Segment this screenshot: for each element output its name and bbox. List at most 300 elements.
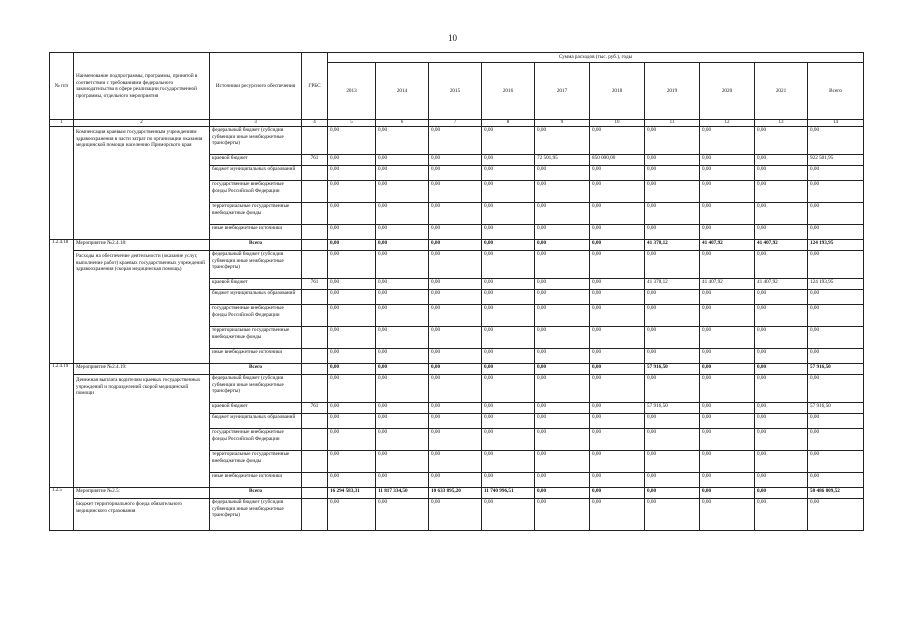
value-cell: 0,00 <box>482 279 535 290</box>
source-cell: краевой бюджет <box>210 403 302 414</box>
source-cell: государственные внебюджетные фонды Российской Федерации <box>210 429 302 451</box>
total-value: 124 193,95 <box>808 240 864 251</box>
header-year: 2016 <box>482 63 535 120</box>
value-cell: 0,00 <box>590 251 645 279</box>
value-cell: 0,00 <box>755 429 808 451</box>
value-cell: 0,00 <box>645 375 700 403</box>
grbs-cell <box>302 127 328 155</box>
header-year: 2017 <box>535 63 590 120</box>
grbs-cell <box>302 499 328 531</box>
grbs-cell <box>302 375 328 403</box>
grbs-cell <box>302 251 328 279</box>
value-cell: 0,00 <box>755 166 808 181</box>
column-number: 4 <box>302 120 328 127</box>
grbs-cell <box>302 225 328 240</box>
value-cell: 0,00 <box>808 166 864 181</box>
column-number: 13 <box>755 120 808 127</box>
value-cell: 0,00 <box>755 451 808 473</box>
value-cell: 0,00 <box>328 251 376 279</box>
value-cell: 0,00 <box>328 279 376 290</box>
value-cell: 0,00 <box>645 251 700 279</box>
value-cell: 0,00 <box>590 375 645 403</box>
value-cell: 0,00 <box>429 473 482 488</box>
value-cell: 0,00 <box>429 203 482 225</box>
value-cell: 0,00 <box>482 403 535 414</box>
value-cell: 0,00 <box>808 225 864 240</box>
total-label: Всего <box>210 488 302 499</box>
value-cell: 0,00 <box>328 305 376 327</box>
value-cell: 0,00 <box>535 473 590 488</box>
value-cell: 0,00 <box>590 414 645 429</box>
value-cell: 0,00 <box>328 155 376 166</box>
value-cell: 0,00 <box>590 290 645 305</box>
value-cell: 0,00 <box>482 499 535 531</box>
value-cell: 0,00 <box>700 251 755 279</box>
value-cell: 0,00 <box>328 166 376 181</box>
value-cell: 0,00 <box>328 473 376 488</box>
column-number: 8 <box>482 120 535 127</box>
value-cell: 0,00 <box>429 451 482 473</box>
value-cell: 0,00 <box>755 305 808 327</box>
value-cell: 0,00 <box>429 403 482 414</box>
value-cell: 0,00 <box>808 327 864 349</box>
value-cell: 0,00 <box>700 451 755 473</box>
grbs-cell <box>302 488 328 499</box>
total-label: Всего <box>210 364 302 375</box>
total-value: 0,00 <box>590 364 645 375</box>
value-cell: 0,00 <box>755 403 808 414</box>
value-cell: 0,00 <box>755 127 808 155</box>
value-cell: 0,00 <box>535 127 590 155</box>
header-year: Всего <box>808 63 864 120</box>
value-cell: 0,00 <box>590 451 645 473</box>
value-cell: 0,00 <box>535 403 590 414</box>
item-code: 1.2.5 <box>50 488 74 531</box>
header-col-source: Источники ресурсного обеспечения <box>210 53 302 120</box>
value-cell: 0,00 <box>700 203 755 225</box>
item-title: Компенсация краевым государственным учреждениям здравоохранения в части затрат по организации оказания медицинской помощи населению Приморского края <box>74 127 210 240</box>
value-cell: 0,00 <box>700 499 755 531</box>
value-cell: 0,00 <box>482 225 535 240</box>
value-cell: 0,00 <box>808 251 864 279</box>
table-row <box>50 127 864 155</box>
value-cell: 0,00 <box>700 327 755 349</box>
value-cell: 0,00 <box>590 327 645 349</box>
value-cell: 0,00 <box>645 203 700 225</box>
value-cell: 0,00 <box>328 451 376 473</box>
value-cell: 41 407,92 <box>755 279 808 290</box>
grbs-cell <box>302 203 328 225</box>
value-cell: 0,00 <box>376 375 429 403</box>
total-value: 41 378,12 <box>645 240 700 251</box>
value-cell: 0,00 <box>700 127 755 155</box>
value-cell: 0,00 <box>482 155 535 166</box>
source-cell: территориальные государственные внебюджетные фонды <box>210 327 302 349</box>
value-cell: 0,00 <box>645 290 700 305</box>
header-year: 2019 <box>645 63 700 120</box>
value-cell: 0,00 <box>535 451 590 473</box>
table-row <box>50 499 864 531</box>
value-cell: 0,00 <box>808 499 864 531</box>
grbs-cell <box>302 451 328 473</box>
value-cell: 0,00 <box>328 181 376 203</box>
value-cell: 0,00 <box>590 473 645 488</box>
source-cell: федеральный бюджет (субсидии субвенции иные межбюджетные трансферты) <box>210 375 302 403</box>
value-cell: 0,00 <box>376 181 429 203</box>
value-cell: 0,00 <box>645 225 700 240</box>
value-cell: 0,00 <box>328 225 376 240</box>
value-cell: 0,00 <box>755 181 808 203</box>
value-cell: 0,00 <box>535 414 590 429</box>
value-cell: 0,00 <box>808 473 864 488</box>
header-year: 2018 <box>590 63 645 120</box>
column-number: 11 <box>645 120 700 127</box>
value-cell: 0,00 <box>535 279 590 290</box>
value-cell: 0,00 <box>482 203 535 225</box>
value-cell: 0,00 <box>755 327 808 349</box>
value-cell: 0,00 <box>429 155 482 166</box>
column-number: 7 <box>429 120 482 127</box>
value-cell: 0,00 <box>590 429 645 451</box>
total-value: 0,00 <box>328 364 376 375</box>
value-cell: 57 916,50 <box>808 403 864 414</box>
total-value: 41 407,92 <box>755 240 808 251</box>
column-number: 1 <box>50 120 74 127</box>
source-cell: бюджет муниципальных образований <box>210 290 302 305</box>
value-cell: 0,00 <box>535 290 590 305</box>
total-value: 0,00 <box>535 364 590 375</box>
value-cell: 0,00 <box>429 181 482 203</box>
value-cell: 0,00 <box>535 305 590 327</box>
value-cell: 0,00 <box>590 403 645 414</box>
value-cell: 0,00 <box>645 349 700 364</box>
total-value: 0,00 <box>535 240 590 251</box>
value-cell: 0,00 <box>376 251 429 279</box>
value-cell: 0,00 <box>755 473 808 488</box>
value-cell: 0,00 <box>376 499 429 531</box>
source-cell: государственные внебюджетные фонды Российской Федерации <box>210 181 302 203</box>
value-cell: 0,00 <box>700 375 755 403</box>
value-cell: 0,00 <box>535 429 590 451</box>
value-cell: 0,00 <box>808 414 864 429</box>
value-cell: 0,00 <box>645 166 700 181</box>
total-value: 0,00 <box>376 364 429 375</box>
total-value: 0,00 <box>645 488 700 499</box>
value-cell: 41 407,92 <box>700 279 755 290</box>
value-cell: 0,00 <box>645 181 700 203</box>
source-cell: краевой бюджет <box>210 155 302 166</box>
total-value: 0,00 <box>755 364 808 375</box>
value-cell: 0,00 <box>376 279 429 290</box>
total-value: 0,00 <box>429 240 482 251</box>
header-year: 2021 <box>755 63 808 120</box>
value-cell: 0,00 <box>535 251 590 279</box>
value-cell: 0,00 <box>755 251 808 279</box>
item-title: Расходы на обеспечение деятельности (оказание услуг, выполнение работ) краевых государственных учреждений здравоохранения (скорая медицинская помощь) <box>74 251 210 364</box>
value-cell: 0,00 <box>700 290 755 305</box>
value-cell: 0,00 <box>808 181 864 203</box>
header-col-sum: Сумма расходов (тыс. руб.), годы <box>328 53 864 63</box>
source-cell: территориальные государственные внебюджетные фонды <box>210 451 302 473</box>
item-code <box>50 127 74 240</box>
total-value: 16 294 583,31 <box>328 488 376 499</box>
total-value: 0,00 <box>590 240 645 251</box>
value-cell: 0,00 <box>700 225 755 240</box>
value-cell: 0,00 <box>376 429 429 451</box>
value-cell: 0,00 <box>700 414 755 429</box>
column-number: 14 <box>808 120 864 127</box>
value-cell: 0,00 <box>645 499 700 531</box>
value-cell: 0,00 <box>429 414 482 429</box>
header-year: 2014 <box>376 63 429 120</box>
value-cell: 0,00 <box>590 499 645 531</box>
value-cell: 0,00 <box>482 429 535 451</box>
value-cell: 0,00 <box>429 290 482 305</box>
value-cell: 0,00 <box>482 349 535 364</box>
value-cell: 0,00 <box>808 127 864 155</box>
table-row <box>50 251 864 279</box>
value-cell: 0,00 <box>429 327 482 349</box>
value-cell: 0,00 <box>645 429 700 451</box>
total-value: 0,00 <box>700 364 755 375</box>
total-value: 41 407,92 <box>700 240 755 251</box>
value-cell: 0,00 <box>376 327 429 349</box>
grbs-cell <box>302 414 328 429</box>
value-cell: 922 501,95 <box>808 155 864 166</box>
grbs-cell <box>302 364 328 375</box>
header-year: 2013 <box>328 63 376 120</box>
value-cell: 0,00 <box>429 127 482 155</box>
value-cell: 0,00 <box>429 166 482 181</box>
source-cell: иные внебюджетные источники <box>210 225 302 240</box>
source-cell: иные внебюджетные источники <box>210 473 302 488</box>
header-col-grbs: ГРБС <box>302 53 328 120</box>
value-cell: 0,00 <box>590 349 645 364</box>
value-cell: 0,00 <box>429 305 482 327</box>
value-cell: 0,00 <box>590 127 645 155</box>
value-cell: 0,00 <box>482 451 535 473</box>
value-cell: 0,00 <box>535 349 590 364</box>
value-cell: 0,00 <box>535 181 590 203</box>
value-cell: 0,00 <box>755 155 808 166</box>
value-cell: 0,00 <box>429 429 482 451</box>
item-heading: Мероприятие №2.5: <box>74 488 210 499</box>
value-cell: 0,00 <box>590 305 645 327</box>
header-col-no: № п/п <box>50 53 74 120</box>
column-number: 3 <box>210 120 302 127</box>
total-value: 57 916,50 <box>808 364 864 375</box>
value-cell: 0,00 <box>535 166 590 181</box>
value-cell: 0,00 <box>645 305 700 327</box>
value-cell: 0,00 <box>376 290 429 305</box>
value-cell: 0,00 <box>482 127 535 155</box>
total-value: 0,00 <box>700 488 755 499</box>
value-cell: 0,00 <box>429 349 482 364</box>
table-body <box>50 53 864 531</box>
grbs-cell: 761 <box>302 279 328 290</box>
total-value: 0,00 <box>482 364 535 375</box>
value-cell: 0,00 <box>700 181 755 203</box>
value-cell: 0,00 <box>429 279 482 290</box>
value-cell: 0,00 <box>376 414 429 429</box>
item-title: Бюджет территориального фонда обязательного медицинского страхования <box>74 499 210 531</box>
value-cell: 0,00 <box>700 429 755 451</box>
column-number: 5 <box>328 120 376 127</box>
grbs-cell <box>302 349 328 364</box>
value-cell: 0,00 <box>482 305 535 327</box>
grbs-cell: 761 <box>302 403 328 414</box>
value-cell: 0,00 <box>700 473 755 488</box>
value-cell: 0,00 <box>590 181 645 203</box>
value-cell: 0,00 <box>376 403 429 414</box>
value-cell: 41 378,12 <box>645 279 700 290</box>
value-cell: 0,00 <box>645 473 700 488</box>
value-cell: 0,00 <box>755 225 808 240</box>
item-title: Денежная выплата водителям краевых государственных учреждений и подразделений скорой медицинской помощи <box>74 375 210 488</box>
value-cell: 0,00 <box>700 349 755 364</box>
source-cell: бюджет муниципальных образований <box>210 414 302 429</box>
value-cell: 0,00 <box>328 349 376 364</box>
value-cell: 0,00 <box>328 499 376 531</box>
total-row <box>50 240 864 251</box>
value-cell: 0,00 <box>808 290 864 305</box>
value-cell: 0,00 <box>645 414 700 429</box>
value-cell: 0,00 <box>482 166 535 181</box>
value-cell: 0,00 <box>482 414 535 429</box>
grbs-cell <box>302 166 328 181</box>
total-value: 50 486 809,52 <box>808 488 864 499</box>
value-cell: 0,00 <box>808 203 864 225</box>
total-value: 10 633 895,20 <box>429 488 482 499</box>
column-number: 9 <box>535 120 590 127</box>
value-cell: 0,00 <box>328 290 376 305</box>
grbs-cell <box>302 181 328 203</box>
value-cell: 0,00 <box>328 429 376 451</box>
value-cell: 0,00 <box>590 203 645 225</box>
value-cell: 0,00 <box>376 473 429 488</box>
total-value: 0,00 <box>376 240 429 251</box>
value-cell: 0,00 <box>700 305 755 327</box>
value-cell: 0,00 <box>535 203 590 225</box>
header-numbers-row <box>50 120 864 127</box>
header-year: 2015 <box>429 63 482 120</box>
value-cell: 0,00 <box>482 251 535 279</box>
column-number: 2 <box>74 120 210 127</box>
value-cell: 0,00 <box>482 181 535 203</box>
total-label: Всего <box>210 240 302 251</box>
expenditure-table <box>49 52 864 531</box>
value-cell: 0,00 <box>755 290 808 305</box>
grbs-cell <box>302 473 328 488</box>
total-value: 0,00 <box>590 488 645 499</box>
item-heading: Мероприятие №2.4.18: <box>74 240 210 251</box>
value-cell: 0,00 <box>645 155 700 166</box>
column-number: 12 <box>700 120 755 127</box>
value-cell: 0,00 <box>645 451 700 473</box>
value-cell: 0,00 <box>590 279 645 290</box>
value-cell: 0,00 <box>535 327 590 349</box>
value-cell: 850 000,00 <box>590 155 645 166</box>
total-value: 57 916,50 <box>645 364 700 375</box>
value-cell: 0,00 <box>328 375 376 403</box>
value-cell: 0,00 <box>429 375 482 403</box>
total-value: 0,00 <box>755 488 808 499</box>
total-value: 0,00 <box>429 364 482 375</box>
value-cell: 0,00 <box>645 327 700 349</box>
value-cell: 0,00 <box>376 305 429 327</box>
item-code: 1.2.4.18 <box>50 240 74 364</box>
value-cell: 0,00 <box>535 499 590 531</box>
value-cell: 0,00 <box>376 203 429 225</box>
value-cell: 0,00 <box>755 499 808 531</box>
value-cell: 0,00 <box>429 499 482 531</box>
value-cell: 0,00 <box>755 375 808 403</box>
item-code: 1.2.4.19 <box>50 364 74 488</box>
grbs-cell: 761 <box>302 155 328 166</box>
total-row <box>50 488 864 499</box>
value-cell: 0,00 <box>328 127 376 155</box>
value-cell: 0,00 <box>700 155 755 166</box>
source-cell: государственные внебюджетные фонды Российской Федерации <box>210 305 302 327</box>
value-cell: 0,00 <box>755 414 808 429</box>
source-cell: федеральный бюджет (субсидии субвенции иные межбюджетные трансферты) <box>210 499 302 531</box>
table-row <box>50 375 864 403</box>
table-header-row <box>50 53 864 63</box>
header-year: 2020 <box>700 63 755 120</box>
value-cell: 0,00 <box>755 203 808 225</box>
total-value: 11 817 334,50 <box>376 488 429 499</box>
total-value: 0,00 <box>482 240 535 251</box>
value-cell: 124 193,95 <box>808 279 864 290</box>
value-cell: 0,00 <box>328 414 376 429</box>
value-cell: 0,00 <box>429 251 482 279</box>
value-cell: 0,00 <box>376 451 429 473</box>
value-cell: 0,00 <box>482 375 535 403</box>
value-cell: 0,00 <box>376 166 429 181</box>
grbs-cell <box>302 327 328 349</box>
source-cell: федеральный бюджет (субсидии субвенции иные межбюджетные трансферты) <box>210 127 302 155</box>
value-cell: 72 501,95 <box>535 155 590 166</box>
grbs-cell <box>302 429 328 451</box>
total-value: 0,00 <box>328 240 376 251</box>
value-cell: 0,00 <box>700 403 755 414</box>
value-cell: 0,00 <box>535 225 590 240</box>
value-cell: 0,00 <box>482 290 535 305</box>
value-cell: 0,00 <box>700 166 755 181</box>
source-cell: краевой бюджет <box>210 279 302 290</box>
total-value: 11 740 996,51 <box>482 488 535 499</box>
value-cell: 0,00 <box>808 375 864 403</box>
source-cell: федеральный бюджет (субсидии субвенции иные межбюджетные трансферты) <box>210 251 302 279</box>
value-cell: 0,00 <box>808 451 864 473</box>
value-cell: 0,00 <box>808 305 864 327</box>
source-cell: бюджет муниципальных образований <box>210 166 302 181</box>
value-cell: 0,00 <box>429 225 482 240</box>
value-cell: 0,00 <box>482 327 535 349</box>
value-cell: 57 916,50 <box>645 403 700 414</box>
value-cell: 0,00 <box>328 403 376 414</box>
value-cell: 0,00 <box>376 127 429 155</box>
value-cell: 0,00 <box>482 473 535 488</box>
value-cell: 0,00 <box>328 203 376 225</box>
source-cell: территориальные государственные внебюджетные фонды <box>210 203 302 225</box>
source-cell: иные внебюджетные источники <box>210 349 302 364</box>
column-number: 10 <box>590 120 645 127</box>
grbs-cell <box>302 290 328 305</box>
grbs-cell <box>302 240 328 251</box>
total-row <box>50 364 864 375</box>
value-cell: 0,00 <box>808 349 864 364</box>
